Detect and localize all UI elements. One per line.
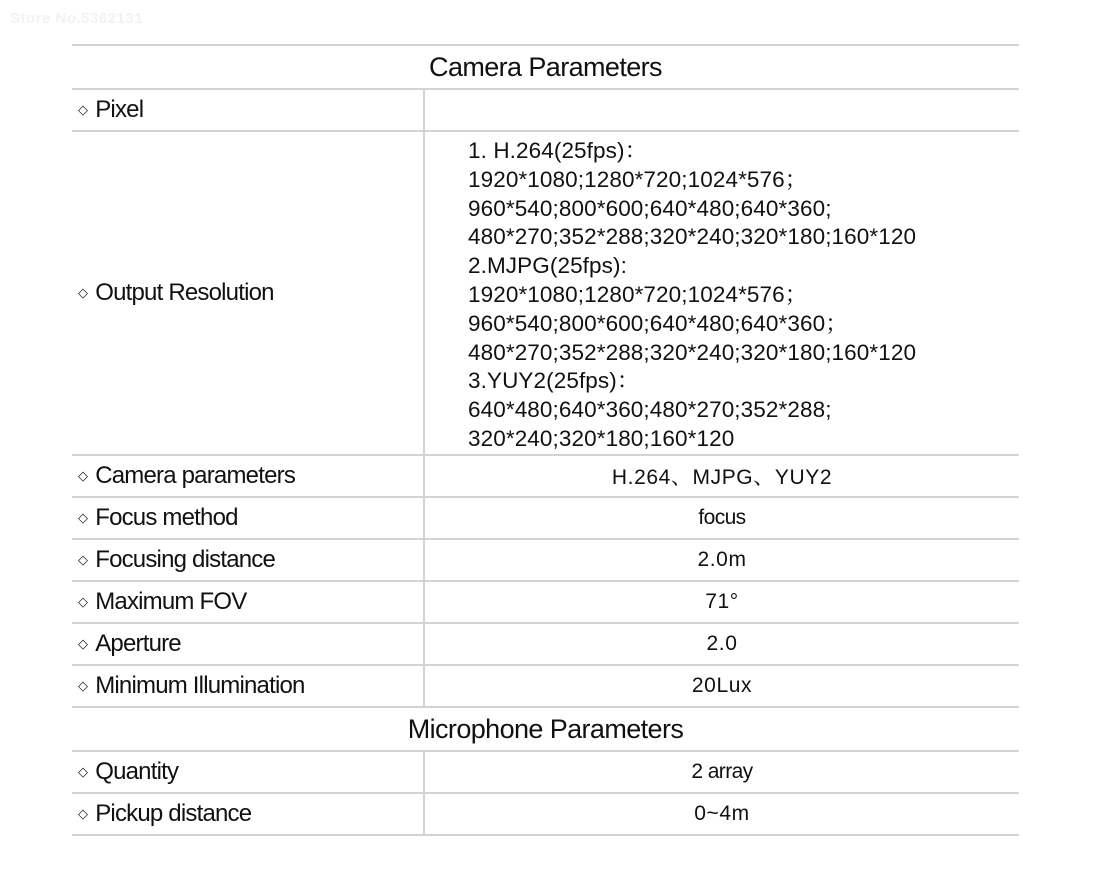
- spec-value: 2.0m: [697, 548, 747, 571]
- spec-row-quantity: [72, 752, 1019, 792]
- spec-row-focus-method: [72, 498, 1019, 538]
- spec-row-pixel: [72, 90, 1019, 130]
- diamond-bullet-icon: ◇: [78, 552, 88, 567]
- resolution-line: 480*270;352*288;320*240;320*180;160*120: [468, 224, 917, 250]
- spec-label-text: Maximum FOV: [95, 588, 247, 615]
- diamond-bullet-icon: ◇: [78, 285, 88, 300]
- spec-label-text: Aperture: [95, 630, 181, 657]
- spec-label-text: Camera parameters: [95, 462, 296, 489]
- spec-value: 2 array: [691, 760, 753, 783]
- resolution-list: [425, 132, 1019, 454]
- spec-row-maximum-fov: [72, 582, 1019, 622]
- diamond-bullet-icon: ◇: [78, 102, 88, 117]
- spec-label: [72, 540, 423, 580]
- spec-row-pickup-distance: [72, 794, 1019, 834]
- resolution-line: 1. H.264(25fps)：: [468, 138, 648, 163]
- diamond-bullet-icon: ◇: [78, 594, 88, 609]
- spec-value: [425, 90, 1019, 130]
- spec-value: focus: [698, 506, 746, 529]
- resolution-line: 640*480;640*360;480*270;352*288;: [468, 397, 832, 423]
- diamond-bullet-icon: ◇: [78, 764, 88, 779]
- camera-section-title: Camera Parameters: [429, 51, 662, 82]
- spec-row-focusing-distance: [72, 540, 1019, 580]
- diamond-bullet-icon: ◇: [78, 806, 88, 821]
- spec-label: [72, 582, 423, 622]
- spec-value: 0~4m: [694, 802, 750, 825]
- spec-label: [72, 132, 423, 454]
- spec-row-aperture: [72, 624, 1019, 664]
- resolution-line: 1920*1080;1280*720;1024*576；: [468, 166, 808, 192]
- spec-label: [72, 498, 423, 538]
- spec-label-text: Focusing distance: [95, 546, 276, 573]
- diamond-bullet-icon: ◇: [78, 636, 88, 651]
- spec-table: [72, 44, 1019, 836]
- spec-label-text: Pixel: [95, 96, 144, 123]
- spec-label: [72, 794, 423, 834]
- spec-value: 2.0: [706, 632, 738, 655]
- spec-label-text: Output Resolution: [95, 279, 274, 306]
- store-watermark: Store No.5362131: [10, 10, 144, 27]
- resolution-line: 960*540;800*600;640*480;640*360;: [468, 195, 832, 221]
- spec-value: H.264、MJPG、YUY2: [611, 466, 833, 489]
- spec-label-text: Quantity: [95, 758, 179, 785]
- spec-row-output-resolution: [72, 132, 1019, 454]
- spec-label-text: Minimum Illumination: [95, 672, 305, 699]
- resolution-line: 960*540;800*600;640*480;640*360；: [468, 310, 848, 336]
- microphone-section-title: Microphone Parameters: [407, 713, 684, 744]
- resolution-line: 320*240;320*180;160*120: [468, 425, 735, 451]
- resolution-line: 2.MJPG(25fps):: [468, 253, 627, 279]
- divider: [72, 834, 1019, 836]
- diamond-bullet-icon: ◇: [78, 510, 88, 525]
- spec-value: 20Lux: [691, 674, 753, 697]
- spec-label: [72, 456, 423, 496]
- spec-label-text: Pickup distance: [95, 800, 252, 827]
- spec-label: [72, 666, 423, 706]
- spec-row-minimum-illumination: [72, 666, 1019, 706]
- spec-label: [72, 752, 423, 792]
- resolution-line: 1920*1080;1280*720;1024*576；: [468, 281, 808, 307]
- diamond-bullet-icon: ◇: [78, 678, 88, 693]
- diamond-bullet-icon: ◇: [78, 468, 88, 483]
- spec-value: 71°: [705, 590, 739, 613]
- spec-label: [72, 90, 423, 130]
- spec-row-camera-parameters: [72, 456, 1019, 496]
- spec-label: [72, 624, 423, 664]
- spec-label-text: Focus method: [95, 504, 238, 531]
- resolution-line: 480*270;352*288;320*240;320*180;160*120: [468, 339, 917, 365]
- resolution-line: 3.YUY2(25fps)：: [468, 368, 640, 394]
